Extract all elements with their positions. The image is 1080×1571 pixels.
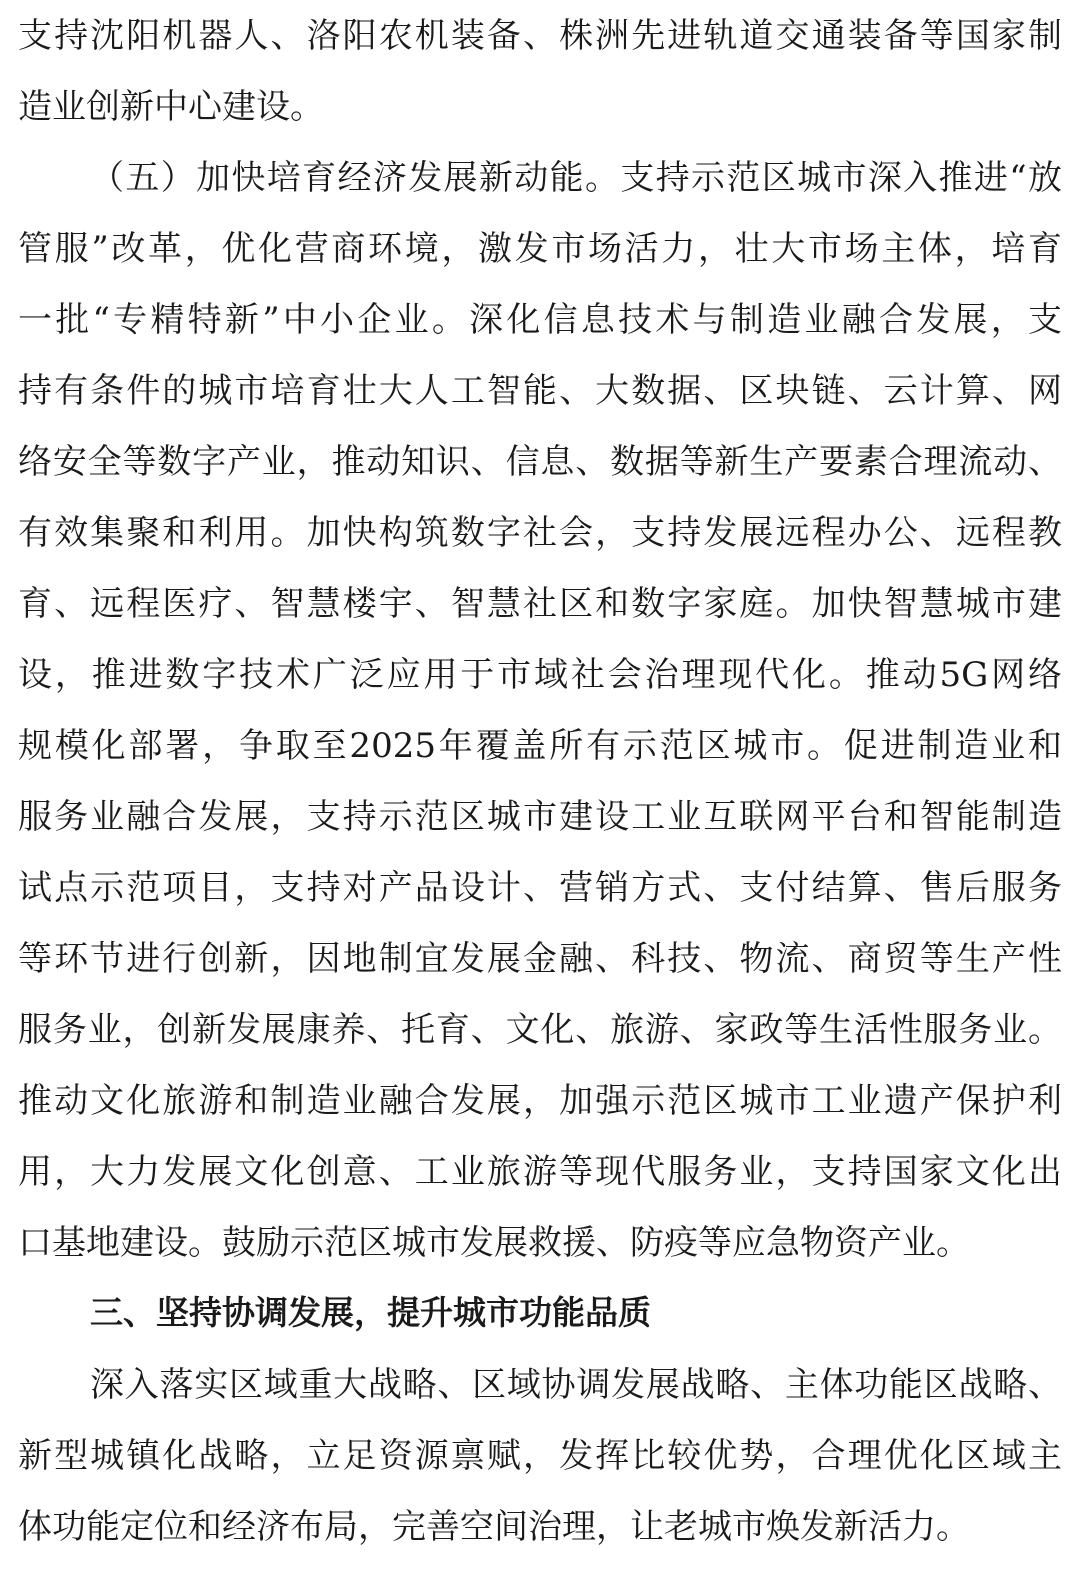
text-line-22: 体功能定位和经济布局，完善空间治理，让老城市焕发新活力。 <box>18 1507 970 1547</box>
text-line-9: 育、远程医疗、智慧楼宇、智慧社区和数字家庭。加快智慧城市建 <box>18 584 1062 624</box>
text-line-14: 等环节进行创新，因地制宜发展金融、科技、物流、商贸等生产性 <box>18 939 1062 979</box>
text-line-10: 设，推进数字技术广泛应用于市域社会治理现代化。推动5G网络 <box>18 655 1062 695</box>
text-line-12: 服务业融合发展，支持示范区城市建设工业互联网平台和智能制造 <box>18 797 1062 837</box>
text-line-7: 络安全等数字产业，推动知识、信息、数据等新生产要素合理流动、 <box>18 442 1062 482</box>
text-line-8: 有效集聚和利用。加快构筑数字社会，支持发展远程办公、远程教 <box>18 513 1062 553</box>
text-line-16: 推动文化旅游和制造业融合发展，加强示范区城市工业遗产保护利 <box>18 1081 1062 1121</box>
text-line-21: 新型城镇化战略，立足资源禀赋，发挥比较优势，合理优化区域主 <box>18 1436 1062 1476</box>
text-line-20: 深入落实区域重大战略、区域协调发展战略、主体功能区战略、 <box>90 1365 1062 1405</box>
text-line-2: 造业创新中心建设。 <box>18 87 324 127</box>
text-line-1: 支持沈阳机器人、洛阳农机装备、株洲先进轨道交通装备等国家制 <box>18 16 1062 56</box>
text-line-17: 用，大力发展文化创意、工业旅游等现代服务业，支持国家文化出 <box>18 1152 1062 1192</box>
text-line-18: 口基地建设。鼓励示范区城市发展救援、防疫等应急物资产业。 <box>18 1223 970 1263</box>
text-line-13: 试点示范项目，支持对产品设计、营销方式、支付结算、售后服务 <box>18 868 1062 908</box>
section-heading: 三、坚持协调发展，提升城市功能品质 <box>90 1293 651 1332</box>
text-line-4: 管服”改革，优化营商环境，激发市场活力，壮大市场主体，培育 <box>18 229 1062 269</box>
text-line-15: 服务业，创新发展康养、托育、文化、旅游、家政等生活性服务业。 <box>18 1010 1062 1050</box>
text-line-11: 规模化部署，争取至2025年覆盖所有示范区城市。促进制造业和 <box>18 726 1062 766</box>
text-line-6: 持有条件的城市培育壮大人工智能、大数据、区块链、云计算、网 <box>18 371 1062 411</box>
subsection-heading-line: （五）加快培育经济发展新动能。支持示范区城市深入推进“放 <box>90 158 1062 198</box>
text-line-5: 一批“专精特新”中小企业。深化信息技术与制造业融合发展，支 <box>18 300 1062 340</box>
